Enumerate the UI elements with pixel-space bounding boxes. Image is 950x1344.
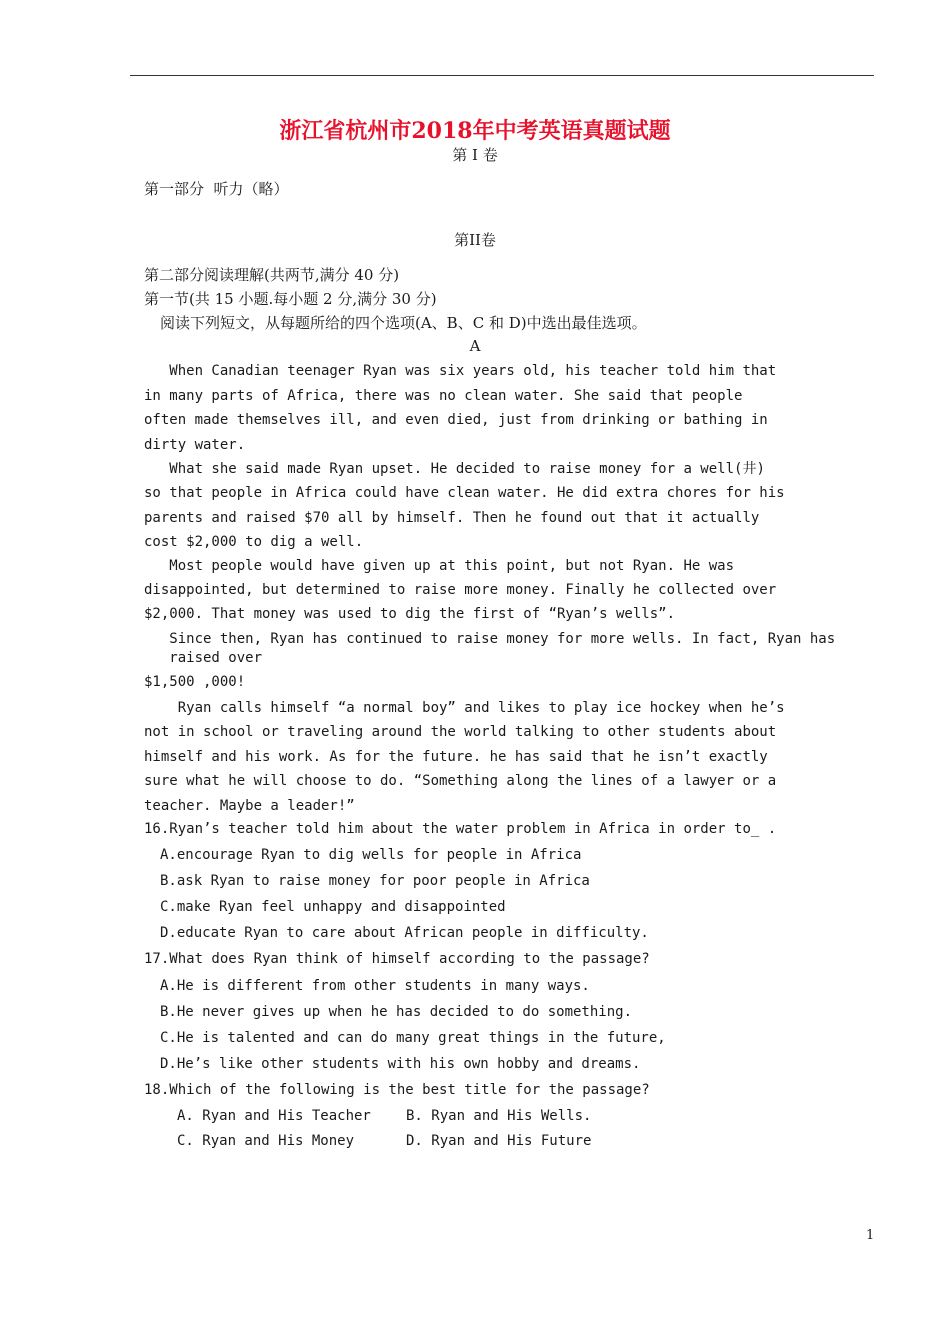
passage-line: $1,500 ,000! [144,674,246,690]
question-17-option-b: B.He never gives up when he has decided to do something. [160,1004,633,1020]
question-17-option-c: C.He is talented and can do many great things in the future, [160,1030,666,1046]
question-18-option-b: B. Ryan and His Wells. [406,1108,592,1124]
instruction: 阅读下列短文，从每题所给的四个选项(A、B、C 和 D)中选出最佳选项。 [160,314,647,332]
passage-line: $2,000. That money was used to dig the first of “Ryan’s wells”. [144,606,676,622]
question-16-option-b: B.ask Ryan to raise money for poor people in Africa [160,873,590,889]
passage-line: dirty water. [144,437,246,453]
passage-line: so that people in Africa could have clean water. He did extra chores for his [144,485,785,501]
question-16-option-a: A.encourage Ryan to dig wells for people in Africa [160,847,582,863]
passage-line: in many parts of Africa, there was no clean water. She said that people [144,388,743,404]
question-17-option-d: D.He’s like other students with his own hobby and dreams. [160,1056,641,1072]
question-16-option-d: D.educate Ryan to care about African people in difficulty. [160,925,649,941]
passage-line: cost $2,000 to dig a well. [144,534,364,550]
passage-line: not in school or traveling around the world talking to other students about [144,724,777,740]
passage-line: parents and raised $70 all by himself. Then he found out that it actually [144,510,760,526]
passage-line: Most people would have given up at this point, but not Ryan. He was [144,558,735,574]
passage-line: disappointed, but determined to raise more money. Finally he collected over [144,582,777,598]
passage-line: teacher. Maybe a leader!” [144,798,355,814]
question-16-option-c: C.make Ryan feel unhappy and disappointed [160,899,506,915]
passage-line: raised over [144,650,263,666]
question-18-option-a: A. Ryan and His Teacher [177,1108,371,1124]
passage-line: Ryan calls himself “a normal boy” and likes to play ice hockey when he’s [144,700,785,716]
passage-line: often made themselves ill, and even died, just from drinking or bathing in [144,412,768,428]
passage-line: sure what he will choose to do. “Something along the lines of a lawyer or a [144,773,777,789]
header-rule [130,75,874,76]
part-2-heading: 第二部分阅读理解(共两节,满分 40 分) [144,266,400,284]
passage-label: A [469,337,481,355]
passage-line: Since then, Ryan has continued to raise money for more wells. In fact, Ryan has [144,631,836,647]
volume-1-heading: 第 I 卷 [452,146,498,164]
passage-line: What she said made Ryan upset. He decided to raise money for a well(井) [144,461,765,477]
question-18-option-c: C. Ryan and His Money [177,1133,355,1149]
section-1-heading: 第一节(共 15 小题.每小题 2 分,满分 30 分) [144,290,437,308]
question-17-option-a: A.He is different from other students in many ways. [160,978,590,994]
page-number: 1 [866,1228,875,1243]
passage-line: himself and his work. As for the future. he has said that he isn’t exactly [144,749,768,765]
volume-2-heading: 第II卷 [454,231,496,249]
question-17-stem: 17.What does Ryan think of himself according to the passage? [144,951,650,967]
doc-title: 浙江省杭州市2018年中考英语真题试题 [279,118,671,144]
question-16-stem: 16.Ryan’s teacher told him about the water problem in Africa in order to_ . [144,821,777,837]
part-1-heading: 第一部分 听力（略） [144,180,289,198]
passage-line: When Canadian teenager Ryan was six years old, his teacher told him that [144,363,777,379]
question-18-option-d: D. Ryan and His Future [406,1133,592,1149]
question-18-stem: 18.Which of the following is the best title for the passage? [144,1082,650,1098]
